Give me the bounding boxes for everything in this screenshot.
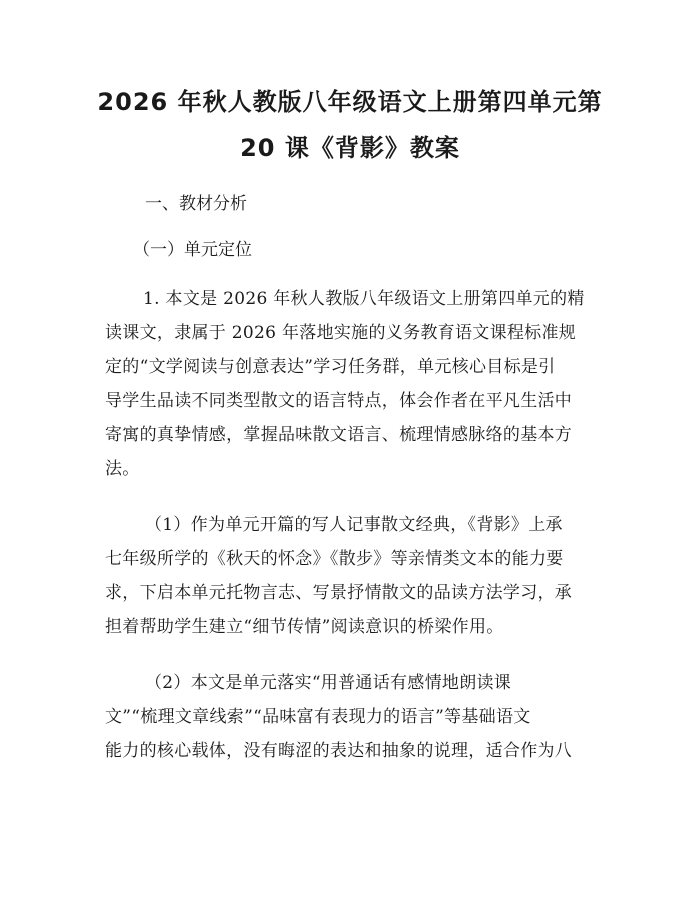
paragraph-line: 导学生品读不同类型散文的语言特点，体会作者在平凡生活中 <box>105 391 573 411</box>
paragraph-line: 读课文，隶属于 2026 年落地实施的义务教育语文课程标准规 <box>105 323 577 343</box>
document-title-line-2: 20 课《背影》教案 <box>240 134 460 162</box>
paragraph-line: 寄寓的真挚情感，掌握品味散文语言、梳理情感脉络的基本方 <box>105 425 573 445</box>
paragraph-line: 法。 <box>105 459 140 479</box>
document-title-line-1: 2026 年秋人教版八年级语文上册第四单元第 <box>97 88 603 116</box>
subsection-heading-unit-positioning: （一）单元定位 <box>133 240 252 260</box>
paragraph-line: 担着帮助学生建立“细节传情”阅读意识的桥梁作用。 <box>105 617 504 637</box>
section-heading-textbook-analysis: 一、教材分析 <box>145 194 247 214</box>
paragraph-line: 求，下启本单元托物言志、写景抒情散文的品读方法学习，承 <box>105 583 573 603</box>
paragraph-line: 定的“文学阅读与创意表达”学习任务群，单元核心目标是引 <box>105 357 556 377</box>
paragraph-line: （1）作为单元开篇的写人记事散文经典，《背影》上承 <box>145 515 563 535</box>
paragraph-line: 文”“梳理文章线索”“品味富有表现力的语言”等基础语文 <box>105 707 531 727</box>
paragraph-line: 1. 本文是 2026 年秋人教版八年级语文上册第四单元的精 <box>143 289 585 309</box>
paragraph-line: 七年级所学的《秋天的怀念》《散步》等亲情类文本的能力要 <box>105 549 564 569</box>
paragraph-line: 能力的核心载体，没有晦涩的表达和抽象的说理，适合作为八 <box>105 741 573 761</box>
paragraph-line: （2）本文是单元落实“用普通话有感情地朗读课 <box>145 673 512 693</box>
